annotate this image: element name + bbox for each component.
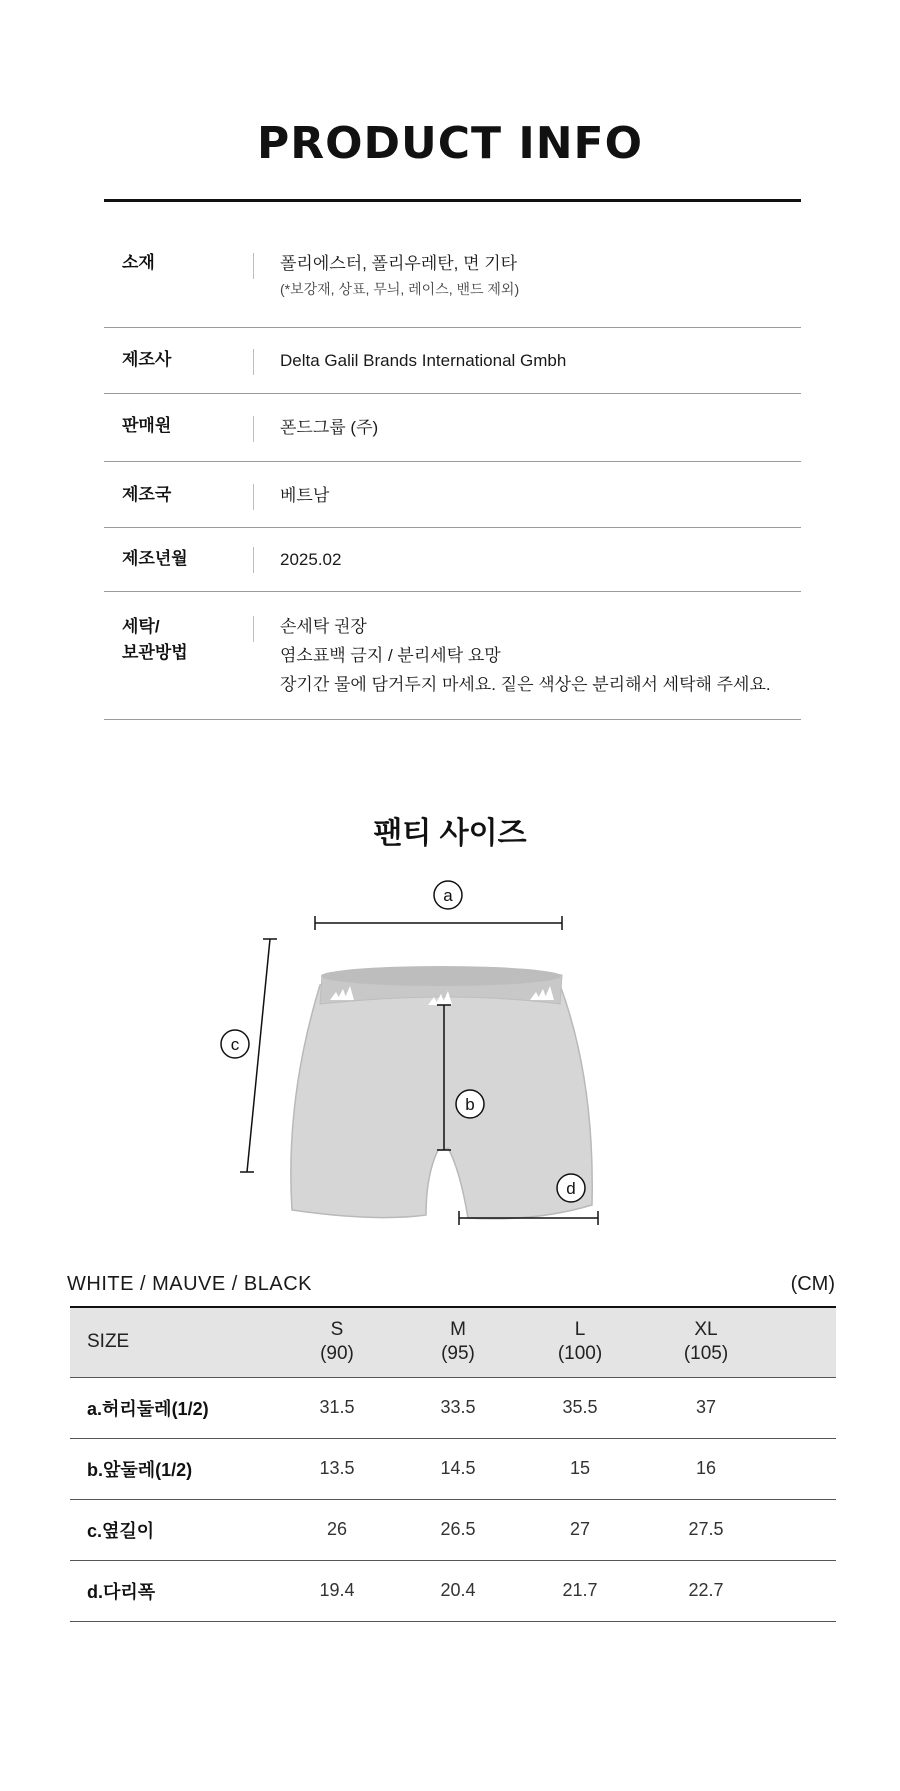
row-label: c.옆길이 [87, 1520, 155, 1541]
table-row [70, 1377, 836, 1438]
size-table [70, 1306, 836, 1622]
cell-value: 26.5 [440, 1519, 476, 1539]
table-row [70, 1438, 836, 1499]
cell-value: 27.5 [688, 1519, 724, 1539]
size-name: XL [694, 1319, 718, 1341]
care-line: 염소표백 금지 / 분리세탁 요망 [280, 646, 501, 665]
page-title: PRODUCT INFO [256, 118, 644, 169]
cell-value: 31.5 [319, 1397, 355, 1417]
care-line: 손세탁 권장 [280, 617, 367, 636]
info-label: 제조년월 [122, 549, 188, 568]
info-value: Delta Galil Brands International Gmbh [280, 351, 567, 370]
size-table-header [70, 1307, 836, 1377]
cell-value: 33.5 [440, 1397, 476, 1417]
info-label: 제조사 [122, 350, 172, 369]
size-header-m [397, 1307, 519, 1377]
care-label-line1: 세탁/ [122, 617, 160, 636]
marker-a [434, 881, 462, 909]
table-row [70, 1499, 836, 1560]
size-name: S [330, 1319, 344, 1341]
size-header-l [519, 1307, 641, 1377]
cell-spacer [771, 1438, 836, 1499]
info-label: 판매원 [122, 416, 172, 435]
row-label: a.허리둘레(1/2) [87, 1398, 209, 1419]
cell-spacer [771, 1560, 836, 1621]
cell-value: 20.4 [440, 1580, 476, 1600]
size-name: L [574, 1319, 586, 1341]
size-header-spacer [771, 1307, 836, 1377]
cell-spacer [771, 1499, 836, 1560]
size-number: (95) [441, 1343, 475, 1365]
material-note: (*보강재, 상표, 무늬, 레이스, 밴드 제외) [280, 281, 520, 297]
table-row [70, 1560, 836, 1621]
marker-d-label: d [566, 1179, 576, 1198]
cell-value: 16 [695, 1458, 717, 1478]
marker-b-label: b [465, 1095, 475, 1114]
row-label: b.앞둘레(1/2) [87, 1459, 193, 1480]
marker-c-label: c [230, 1035, 240, 1054]
size-section-title: 팬티 사이즈 [373, 817, 527, 850]
size-name: M [450, 1319, 466, 1341]
marker-b [456, 1090, 484, 1118]
info-value: 폰드그룹 (주) [280, 418, 379, 437]
material-text: 폴리에스터, 폴리우레탄, 면 기타 [280, 254, 518, 273]
care-label-line2: 보관방법 [122, 643, 188, 662]
cell-value: 13.5 [319, 1458, 355, 1478]
color-options-label: WHITE / MAUVE / BLACK [67, 1273, 312, 1295]
size-header-xl [641, 1307, 771, 1377]
size-number: (100) [557, 1343, 603, 1365]
care-line: 장기간 물에 담거두지 마세요. 짙은 색상은 분리해서 세탁해 주세요. [280, 675, 771, 694]
size-header-s [277, 1307, 397, 1377]
cell-value: 27 [569, 1519, 591, 1539]
size-number: (105) [683, 1343, 729, 1365]
info-value: 2025.02 [280, 550, 342, 569]
cell-value: 21.7 [562, 1580, 598, 1600]
unit-label: (CM) [790, 1273, 835, 1295]
waistband-top [321, 966, 561, 986]
info-label: 제조국 [122, 485, 172, 504]
marker-d [557, 1174, 585, 1202]
cell-value: 26 [326, 1519, 348, 1539]
marker-c [221, 1030, 249, 1058]
info-label: 소재 [122, 253, 155, 272]
cell-value: 35.5 [562, 1397, 598, 1417]
cell-value: 15 [569, 1458, 591, 1478]
cell-value: 37 [695, 1397, 717, 1417]
shorts-body [291, 975, 592, 1219]
measure-line-c [240, 939, 277, 1172]
size-number: (90) [320, 1343, 354, 1365]
size-header-label: SIZE [87, 1331, 130, 1353]
cell-value: 22.7 [688, 1580, 724, 1600]
cell-spacer [771, 1377, 836, 1438]
row-label: d.다리폭 [87, 1581, 156, 1602]
cell-value: 14.5 [440, 1458, 476, 1478]
marker-a-label: a [443, 886, 453, 905]
measure-line-a [315, 916, 562, 930]
info-value: 베트남 [280, 486, 330, 505]
cell-value: 19.4 [319, 1580, 355, 1600]
